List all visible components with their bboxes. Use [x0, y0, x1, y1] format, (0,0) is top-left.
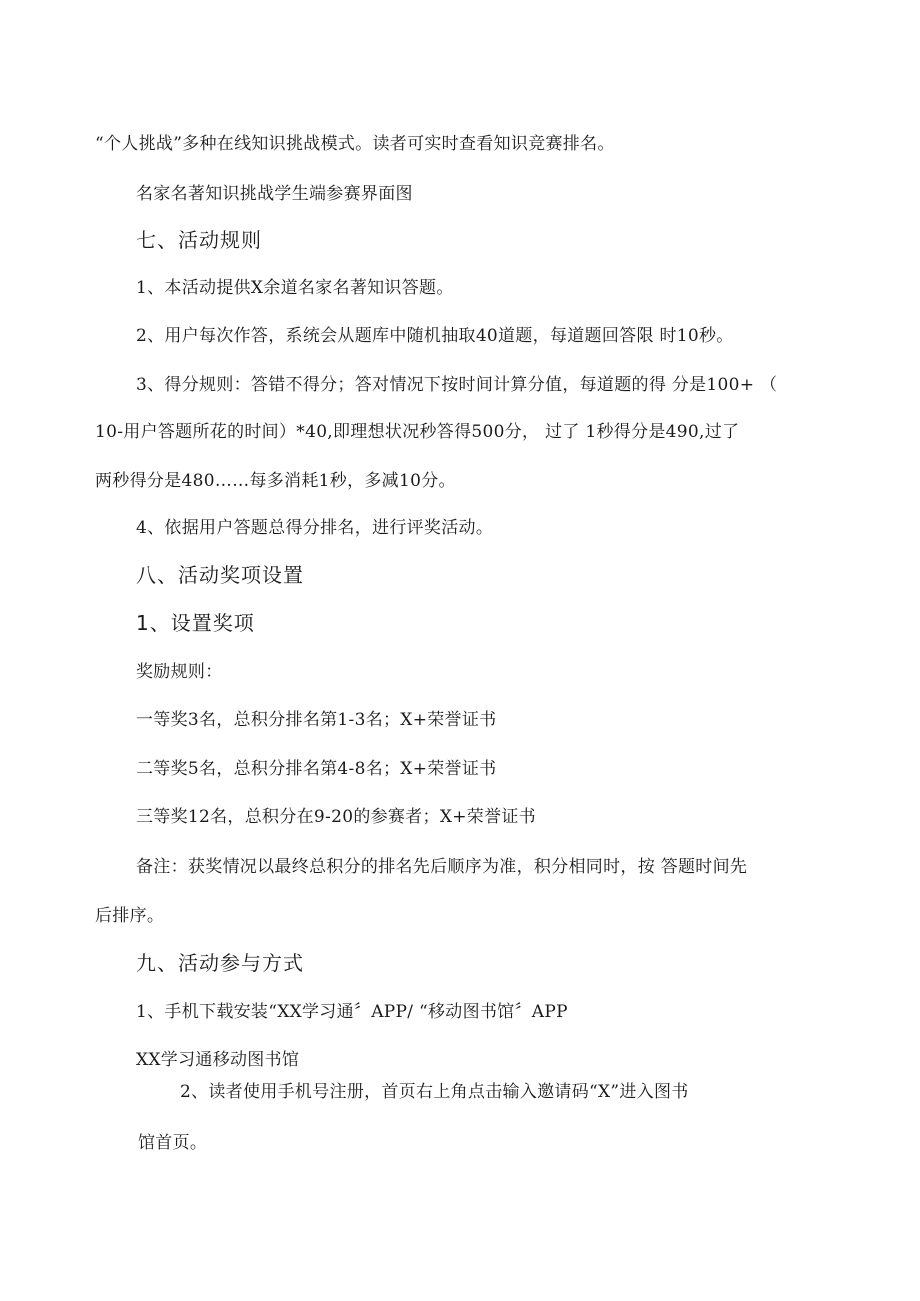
section-8-heading: 八、活动奖项设置 — [136, 563, 304, 587]
rule-2-text: 2、用户每次作答，系统会从题库中随机抽取40道题，每道题回答限 时10秒。 — [136, 326, 734, 346]
figure-caption: 名家名著知识挑战学生端参赛界面图 — [136, 184, 413, 204]
app-caption: XX学习通移动图书馆 — [136, 1050, 300, 1070]
section-7-heading: 七、活动规则 — [136, 228, 262, 252]
intro-continued-text: “个人挑战”多种在线知识挑战模式。读者可实时查看知识竞赛排名。 — [95, 134, 615, 154]
prize-first: 一等奖3名，总积分排名第1-3名；X+荣誉证书 — [136, 710, 497, 730]
section-9-heading: 九、活动参与方式 — [136, 951, 304, 975]
awards-subheading: 1、设置奖项 — [136, 611, 255, 635]
step-2-line-2: 馆首页。 — [138, 1133, 208, 1153]
rule-3-line-2: 10-用户答题所花的时间）*40,即理想状况秒答得500分， 过了 1秒得分是490,过了 — [95, 422, 740, 442]
rule-3-line-1: 3、得分规则：答错不得分；答对情况下按时间计算分值，每道题的得 分是100+ （ — [136, 375, 778, 395]
rule-1-text: 1、本活动提供X余道名家名著知识答题。 — [136, 278, 454, 298]
note-line-2: 后排序。 — [95, 906, 165, 926]
rule-3-line-3: 两秒得分是480……每多消耗1秒，多减10分。 — [95, 471, 456, 491]
step-1-text: 1、手机下载安装“XX学习通〞APP/ “移动图书馆〞APP — [136, 1002, 568, 1022]
note-line-1: 备注：获奖情况以最终总积分的排名先后顺序为准，积分相同时，按 答题时间先 — [136, 857, 748, 877]
prize-second: 二等奖5名，总积分排名第4-8名；X+荣誉证书 — [136, 759, 497, 779]
step-2-line-1: 2、读者使用手机号注册，首页右上角点击输入邀请码“X”进入图书 — [180, 1082, 689, 1102]
reward-rules-label: 奖励规则： — [136, 662, 223, 682]
rule-4-text: 4、依据用户答题总得分排名，进行评奖活动。 — [136, 518, 494, 538]
prize-third: 三等奖12名，总积分在9-20的参赛者；X+荣誉证书 — [136, 807, 536, 827]
